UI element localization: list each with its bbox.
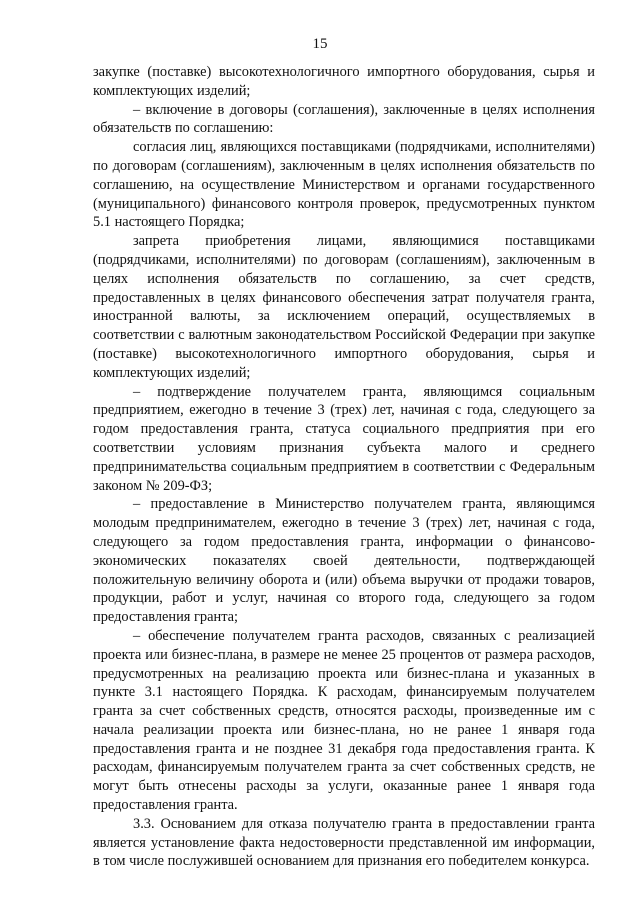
paragraph: – включение в договоры (соглашения), заключенные в целях исполнения обязательств по соглашению:: [93, 101, 595, 137]
paragraph: – обеспечение получателем гранта расходов, связанных с реализацией проекта или бизнес-плана, в размере не менее 25 процентов от размера расходов, предусмотренных на реализацию проекта или бизнес-плана и указанных в пункте 3.1 настоящего Порядка. К расходам, финансируемым получателем гранта за счет собственных средств, относятся расходы, произведенные им с начала реализации проекта или бизнес-плана, но не ранее 1 января года предоставления гранта и не позднее 31 декабря года предоставления гранта. К расходам, финансируемым получателем гранта за счет собственных средств, не могут быть отнесены расходы за услуги, оказанные ранее 1 января года предоставления гранта.: [93, 627, 595, 814]
paragraph: – подтверждение получателем гранта, являющимся социальным предприятием, ежегодно в течение 3 (трех) лет, начиная с года, следующего за годом предоставления гранта, статуса социального предприятия при его соответствии условиям признания субъекта малого и среднего предпринимательства социальным предприятием в соответствии с Федеральным законом № 209-ФЗ;: [93, 383, 595, 494]
paragraph: – предоставление в Министерство получателем гранта, являющимся молодым предпринимателем, ежегодно в течение 3 (трех) лет, начиная с года, следующего за годом предоставления гранта, информации о финансово-экономических показателях своей деятельности, подтверждающей положительную величину оборота и (или) объема выручки от продажи товаров, продукции, работ и услуг, начиная со второго года, следующего за годом предоставления гранта;: [93, 496, 595, 626]
paragraph: запрета приобретения лицами, являющимися поставщиками (подрядчиками, исполнителями) по договорам (соглашениям), заключенным в целях исполнения обязательств по соглашению, за счет средств, предоставленных в целях финансового обеспечения затрат получателя гранта, иностранной валюты, за исключением операций, осуществляемых в соответствии с валютным законодательством Российской Федерации при закупке (поставке) высокотехнологичного импортного оборудования, сырья и комплектующих изделий;: [93, 233, 595, 381]
paragraph: 3.3. Основанием для отказа получателю гранта в предоставлении гранта является установление факта недостоверности представленной им информации, в том числе послужившей основанием для признания его победителем конкурса.: [93, 815, 595, 870]
page-number: 15: [312, 36, 328, 52]
paragraph: закупке (поставке) высокотехнологичного импортного оборудования, сырья и комплектующих изделий;: [93, 64, 595, 99]
paragraph: согласия лиц, являющихся поставщиками (подрядчиками, исполнителями) по договорам (соглашениям), заключенным в целях исполнения обязательств по соглашению, на осуществление Министерством и органами государственного (муниципального) финансового контроля проверок, предусмотренных пунктом 5.1 настоящего Порядка;: [93, 139, 595, 231]
document-body: [93, 63, 595, 871]
